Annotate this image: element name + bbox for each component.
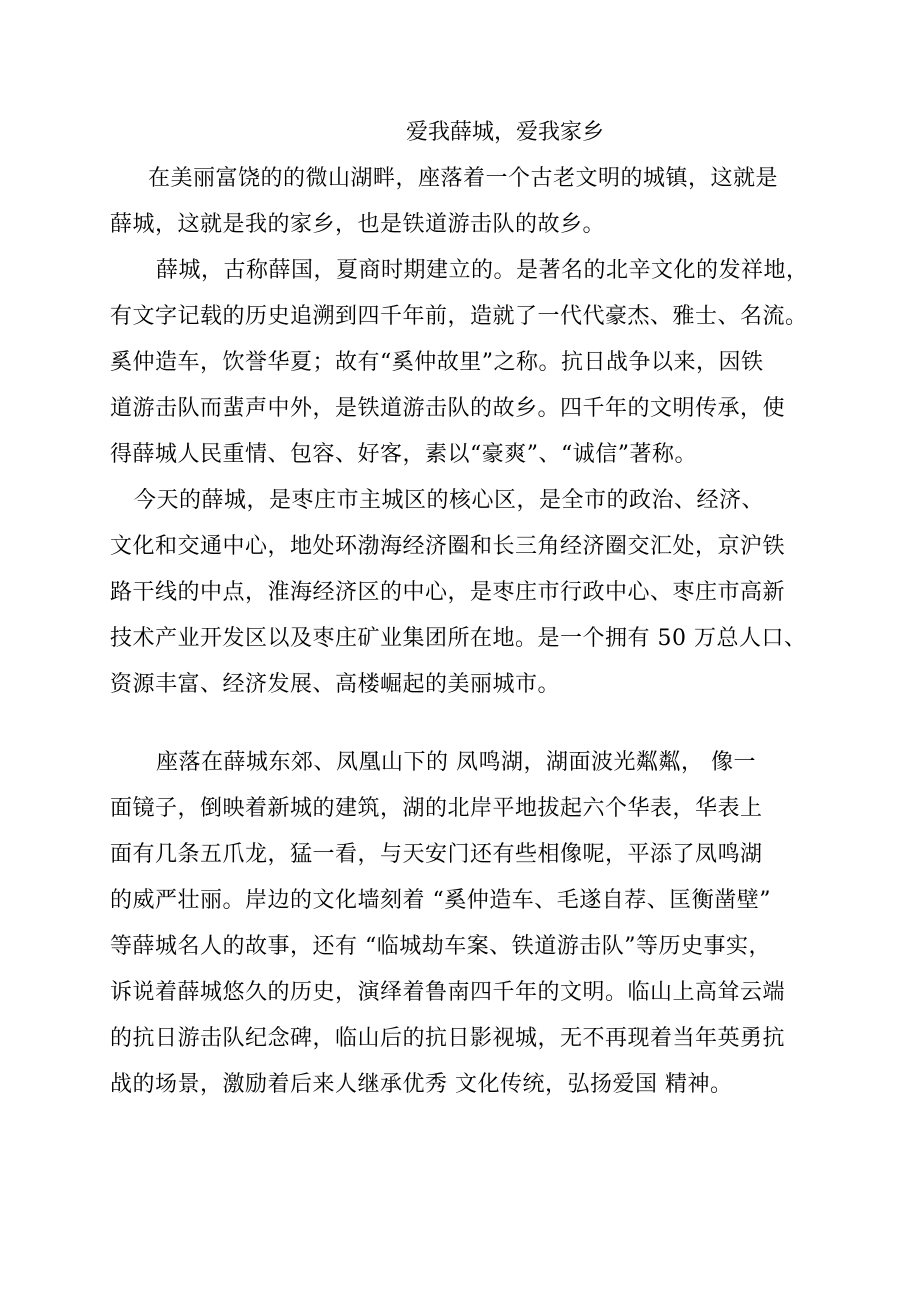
paragraph-line: 的抗日游击队纪念碑，临山后的抗日影视城，无不再现着当年英勇抗 <box>110 1026 786 1051</box>
paragraph-line: 技术产业开发区以及枣庄矿业集团所在地。是一个拥有 50 万总人口、 <box>110 626 807 651</box>
paragraph-3 <box>110 478 830 708</box>
paragraph-line: 路干线的中点，淮海经济区的中心，是枣庄市行政中心、枣庄市高新 <box>110 580 786 605</box>
paragraph-line: 文化和交通中心，地处环渤海经济圈和长三角经济圈交汇处，京沪铁 <box>110 534 786 559</box>
paragraph-line: 面有几条五爪龙，猛一看，与天安门还有些相像呢，平添了凤鸣湖 <box>110 842 763 867</box>
paragraph-line: 薛城，这就是我的家乡，也是铁道游击队的故乡。 <box>110 212 606 237</box>
paragraph-line: 奚仲造车，饮誉华夏；故有“奚仲故里”之称。抗日战争以来，因铁 <box>110 350 764 375</box>
document-page <box>110 110 830 1108</box>
paragraph-line: 有文字记载的历史追溯到四千年前，造就了一代代豪杰、雅士、名流。 <box>110 304 808 329</box>
document-title: 爱我薛城，爱我家乡 <box>405 120 604 145</box>
paragraph-line: 资源丰富、经济发展、高楼崛起的美丽城市。 <box>110 672 561 697</box>
paragraph-spacer <box>110 708 830 740</box>
paragraph-line: 战的场景，激励着后来人继承优秀 文化传统，弘扬爱国 精神。 <box>110 1072 733 1097</box>
paragraph-line: 等薛城名人的故事，还有 “临城劫车案、铁道游击队”等历史事实， <box>110 934 771 959</box>
paragraph-line: 的威严壮丽。岸边的文化墙刻着 “奚仲造车、毛遂自荐、匡衡凿壁” <box>110 888 771 913</box>
paragraph-line: 道游击队而蜚声中外，是铁道游击队的故乡。四千年的文明传承，使 <box>110 396 786 421</box>
paragraph-1 <box>110 156 830 248</box>
paragraph-line: 得薛城人民重情、包容、好客，素以“豪爽”、“诚信”著称。 <box>110 442 697 467</box>
paragraph-line: 诉说着薛城悠久的历史，演绎着鲁南四千年的文明。临山上高耸云端 <box>110 980 786 1005</box>
paragraph-4 <box>110 740 830 1108</box>
paragraph-line: 薛城，古称薛国，夏商时期建立的。是著名的北辛文化的发祥地， <box>156 258 809 283</box>
paragraph-line: 座落在薛城东郊、凤凰山下的 凤鸣湖，湖面波光粼粼， 像一 <box>156 750 756 775</box>
paragraph-line: 今天的薛城，是枣庄市主城区的核心区，是全市的政治、经济、 <box>134 488 765 513</box>
paragraph-line: 在美丽富饶的的微山湖畔，座落着一个古老文明的城镇，这就是 <box>148 166 779 191</box>
paragraph-line: 面镜子，倒映着新城的建筑，湖的北岸平地拔起六个华表，华表上 <box>110 796 763 821</box>
paragraph-2 <box>110 248 830 478</box>
